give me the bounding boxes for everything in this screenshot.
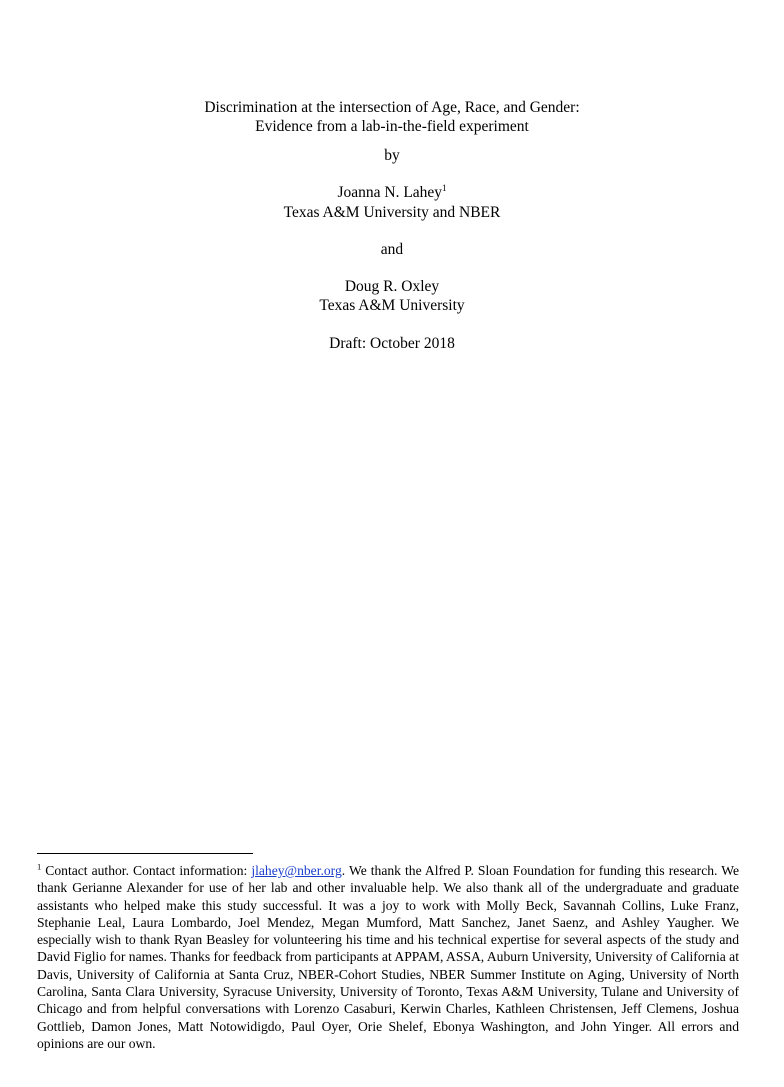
by-label: by <box>384 147 400 164</box>
footnote-1 <box>37 862 739 1052</box>
author-2-name: Doug R. Oxley <box>344 278 440 295</box>
footnote-divider <box>37 853 253 854</box>
footnote-mark: 1 <box>37 861 42 872</box>
contact-email-link[interactable]: jlahey@nber.org <box>251 863 342 878</box>
paper-title <box>0 98 784 136</box>
author-1-name-text: Joanna N. Lahey <box>337 184 443 201</box>
author-1-name <box>0 183 784 202</box>
author-2-affiliation: Texas A&M University <box>319 297 465 314</box>
title-line-1: Discrimination at the intersection of Age, Race, and Gender: <box>204 99 580 116</box>
draft-date: Draft: October 2018 <box>329 335 455 352</box>
title-line-2: Evidence from a lab-in-the-field experiment <box>255 118 529 135</box>
footnote-lead: Contact author. Contact information: <box>41 863 252 878</box>
author-1-footnote-mark[interactable]: 1 <box>442 182 447 193</box>
footnote-body: . We thank the Alfred P. Sloan Foundation for funding this research. We thank Gerianne Alexander for use of her lab and other invaluable help. We also thank all of the undergraduate and graduate assistants who helped make this study successful. It was a joy to work with Molly Beck, Savannah Collins, Luke Franz, Stephanie Leal, Laura Lombardo, Joel Mendez, Megan Mumford, Matt Sanchez, Janet Saenz, and Ashley Yaugher. We especially wish to thank Ryan Beasley for volunteering his time and his technical expertise for several aspects of the study and David Figlio for names. Thanks for feedback from participants at APPAM, ASSA, Auburn University, University of California at Davis, University of California at Santa Cruz, NBER-Cohort Studies, NBER Summer Institute on Aging, University of North Carolina, Santa Clara University, Syracuse University, University of Toronto, Texas A&M University, Tulane and University of Chicago and from helpful conversations with Lorenzo Casaburi, Kerwin Charles, Kathleen Christensen, Jeff Clemens, Joshua Gottlieb, Damon Jones, Matt Notowidigdo, Paul Oyer, Orie Shelef, Ebonya Washington, and John Yinger. All errors and opinions are our own. <box>37 863 740 1051</box>
and-label: and <box>380 241 404 258</box>
author-1-affiliation: Texas A&M University and NBER <box>283 204 501 221</box>
